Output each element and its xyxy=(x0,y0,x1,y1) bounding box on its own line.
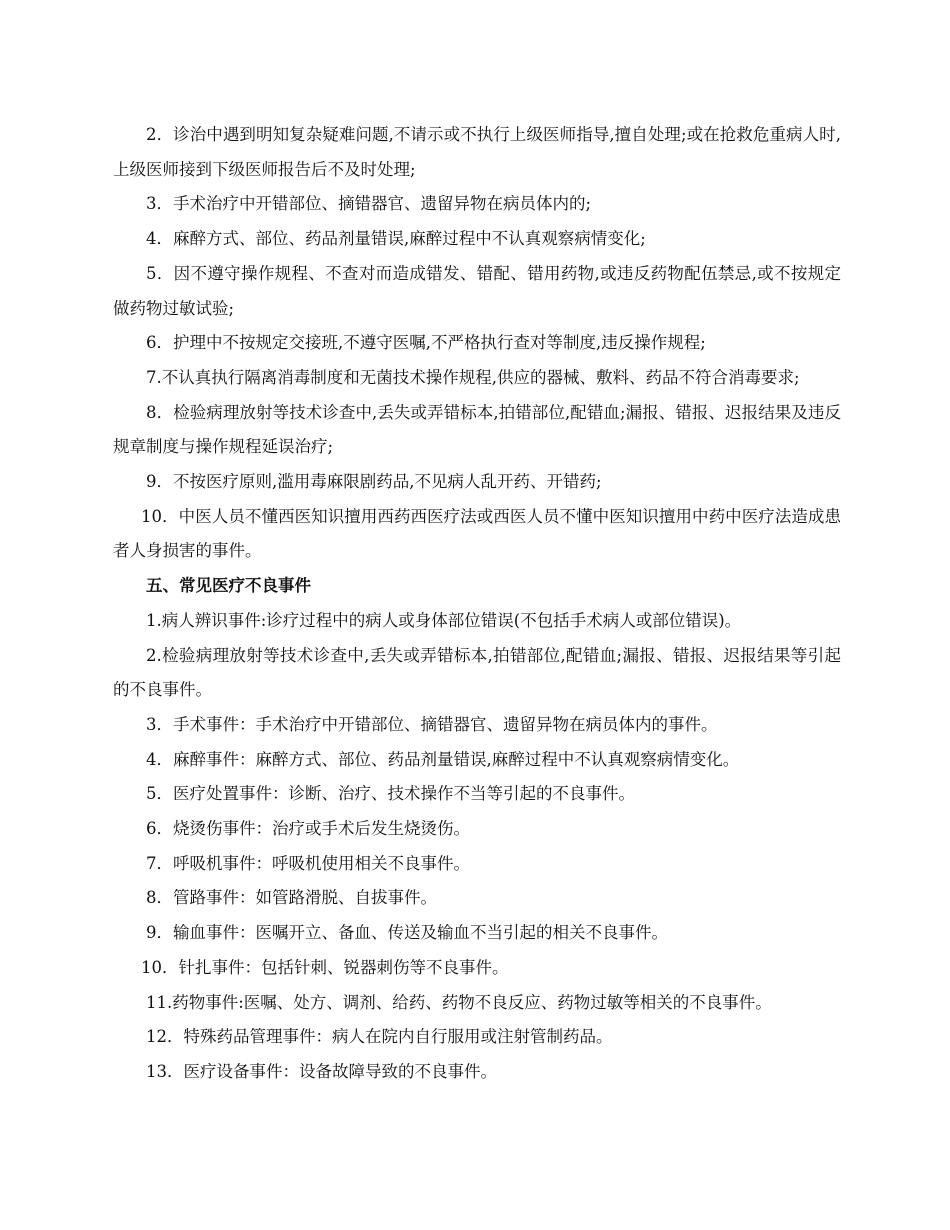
list-item: 2.检验病理放射等技术诊查中,丢失或弄错标本,拍错部位,配错血;漏报、错报、迟报结果等引起的不良事件。 xyxy=(113,645,841,700)
list-item: 5．因不遵守操作规程、不查对而造成错发、错配、错用药物,或违反药物配伍禁忌,或不按规定做药物过敏试验; xyxy=(113,263,841,318)
list-item: 2．诊治中遇到明知复杂疑难问题,不请示或不执行上级医师指导,擅自处理;或在抢救危重病人时,上级医师接到下级医师报告后不及时处理; xyxy=(113,125,841,179)
section-heading: 五、常见医疗不良事件 xyxy=(146,576,311,596)
list-item: 3．手术治疗中开错部位、摘错器官、遗留异物在病员体内的; xyxy=(146,194,592,214)
list-item: 8．检验病理放射等技术诊查中,丢失或弄错标本,拍错部位,配错血;漏报、错报、迟报结果及违反规章制度与操作规程延误治疗; xyxy=(113,402,841,457)
document-body xyxy=(113,118,841,1090)
list-item: 7．呼吸机事件：呼吸机使用相关不良事件。 xyxy=(146,853,470,873)
list-item: 12．特殊药品管理事件：病人在院内自行服用或注射管制药品。 xyxy=(146,1027,613,1047)
list-item: 4．麻醉事件：麻醉方式、部位、药品剂量错误,麻醉过程中不认真观察病情变化。 xyxy=(146,749,740,769)
list-item: 6．烧烫伤事件：治疗或手术后发生烧烫伤。 xyxy=(146,819,470,839)
list-item: 3．手术事件：手术治疗中开错部位、摘错器官、遗留异物在病员体内的事件。 xyxy=(146,714,718,734)
list-item: 5．医疗处置事件：诊断、治疗、技术操作不当等引起的不良事件。 xyxy=(146,784,635,804)
list-item: 10．针扎事件：包括针刺、锐器刺伤等不良事件。 xyxy=(141,957,509,977)
list-item: 7.不认真执行隔离消毒制度和无菌技术操作规程,供应的器械、敷料、药品不符合消毒要求; xyxy=(146,367,800,387)
list-item: 13．医疗设备事件：设备故障导致的不良事件。 xyxy=(146,1061,497,1081)
list-item: 6．护理中不按规定交接班,不遵守医嘱,不严格执行查对等制度,违反操作规程; xyxy=(146,333,706,353)
list-item: 10．中医人员不懂西医知识擅用西药西医疗法或西医人员不懂中医知识擅用中药中医疗法造成患者人身损害的事件。 xyxy=(113,506,841,561)
list-item: 4．麻醉方式、部位、药品剂量错误,麻醉过程中不认真观察病情变化; xyxy=(146,229,646,249)
list-item: 9．输血事件：医嘱开立、备血、传送及输血不当引起的相关不良事件。 xyxy=(146,923,668,943)
list-item: 8．管路事件：如管路滑脱、自拔事件。 xyxy=(146,888,437,908)
list-item: 9．不按医疗原则,滥用毒麻限剧药品,不见病人乱开药、开错药; xyxy=(146,472,602,492)
list-item: 11.药物事件:医嘱、处方、调剂、给药、药物不良反应、药物过敏等相关的不良事件。 xyxy=(146,992,772,1012)
list-item: 1.病人辨识事件:诊疗过程中的病人或身体部位错误(不包括手术病人或部位错误)。 xyxy=(146,610,742,630)
